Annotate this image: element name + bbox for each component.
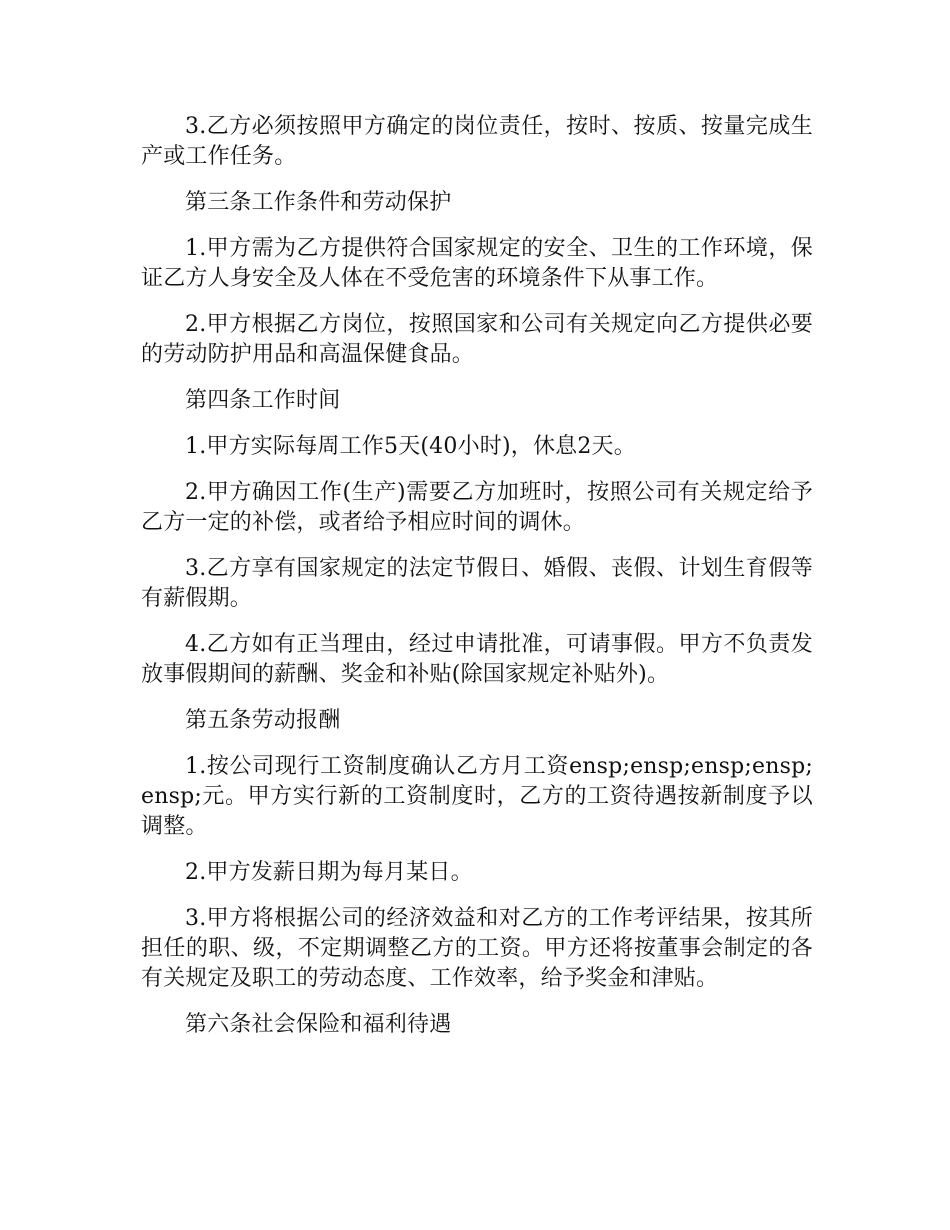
paragraph: 3.乙方必须按照甲方确定的岗位责任，按时、按质、按量完成生产或工作任务。 [141,114,813,169]
section-heading: 第四条工作时间 [185,388,341,413]
paragraph: 4.乙方如有正当理由，经过申请批准，可请事假。甲方不负责发放事假期间的薪酬、奖金和补贴(除国家规定补贴外)。 [141,632,813,687]
section-heading: 第五条劳动报酬 [185,708,341,733]
paragraph: 1.按公司现行工资制度确认乙方月工资ensp;ensp;ensp;ensp;ensp;元。甲方实行新的工资制度时，乙方的工资待遇按新制度予以调整。 [141,754,813,839]
paragraph: 2.甲方根据乙方岗位，按照国家和公司有关规定向乙方提供必要的劳动防护用品和高温保健食品。 [141,312,813,367]
paragraph: 2.甲方确因工作(生产)需要乙方加班时，按照公司有关规定给予乙方一定的补偿，或者给予相应时间的调休。 [141,480,813,535]
paragraph: 3.乙方享有国家规定的法定节假日、婚假、丧假、计划生育假等有薪假期。 [141,556,813,611]
paragraph: 2.甲方发薪日期为每月某日。 [185,860,473,885]
section-heading: 第三条工作条件和劳动保护 [185,190,452,215]
paragraph: 1.甲方实际每周工作5天(40小时)，休息2天。 [185,434,636,459]
document-body [141,112,813,1056]
section-heading: 第六条社会保险和福利待遇 [185,1012,452,1037]
paragraph: 1.甲方需为乙方提供符合国家规定的安全、卫生的工作环境，保证乙方人身安全及人体在不受危害的环境条件下从事工作。 [141,236,813,291]
paragraph: 3.甲方将根据公司的经济效益和对乙方的工作考评结果，按其所担任的职、级，不定期调整乙方的工资。甲方还将按董事会制定的各有关规定及职工的劳动态度、工作效率，给予奖金和津贴。 [141,906,813,991]
